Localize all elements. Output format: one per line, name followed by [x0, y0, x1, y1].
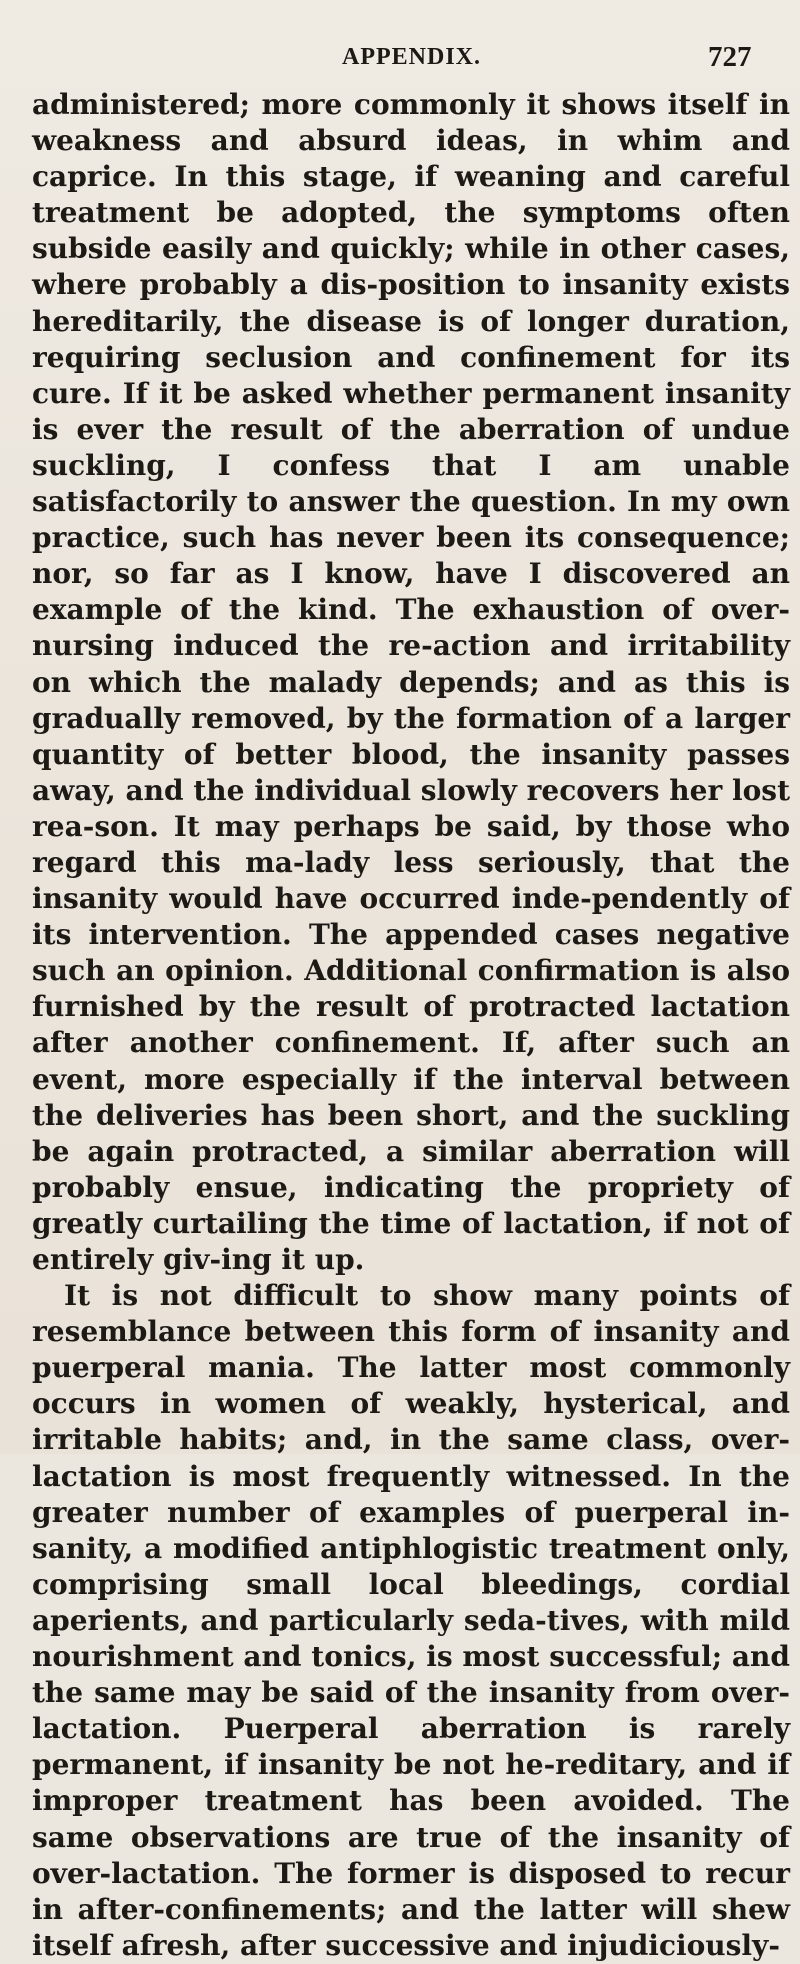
paragraph-2: It is not difficult to show many points of resemblance between this form of insanity and puerperal mania. The latter most commonly occurs in women of weakly, hysterical, and irritable habits; and, in the same class, over-lactation is most frequently witnessed. In the greater number of examples of puerperal in-sanity, a modified antiphlogistic treatment only, comprising small local bleedings, cordial aperients, and particularly seda-tives, with mild nourishment and tonics, is most successful; and the same may be said of the insanity from over-lactation. Puerperal aberration is rarely permanent, if insanity be not he-reditary, and if improper treatment has been avoided. The same observations are true of the insanity of over-lactation. The former is disposed to recur in after-confinements; and the latter will shew itself afresh, after successive and injudiciously- [32, 1279, 790, 1962]
paragraph-1: administered; more commonly it shows itself in weakness and absurd ideas, in whim and caprice. In this stage, if weaning and careful treatment be adopted, the symptoms often subside easily and quickly; while in other cases, where probably a dis-position to insanity exists hereditarily, the disease is of longer duration, requiring seclusion and confinement for its cure. If it be asked whether permanent insanity is ever the result of the aberration of undue suckling, I confess that I am unable satisfactorily to answer the question. In my own practice, such has never been its consequence; nor, so far as I know, have I discovered an example of the kind. The exhaustion of over-nursing induced the re-action and irritability on which the malady depends; and as this is gradually removed, by the formation of a larger quantity of better blood, the insanity passes away, and the individual slowly recovers her lost rea-son. It may perhaps be said, by those who regard this ma-lady less seriously, that the insanity would have occurred inde-pendently of its intervention. The appended cases negative such an opinion. Additional confirmation is also furnished by the result of protracted lactation after another confinement. If, after such an event, more especially if the interval between the deliveries has been short, and the suckling be again protracted, a similar aberration will probably ensue, indicating the propriety of greatly curtailing the time of lactation, if not of entirely giv-ing it up. [32, 88, 790, 1276]
page-number: 727 [708, 41, 752, 73]
page-body [32, 87, 790, 1962]
running-head: APPENDIX. [342, 44, 481, 70]
page-header [0, 28, 800, 73]
